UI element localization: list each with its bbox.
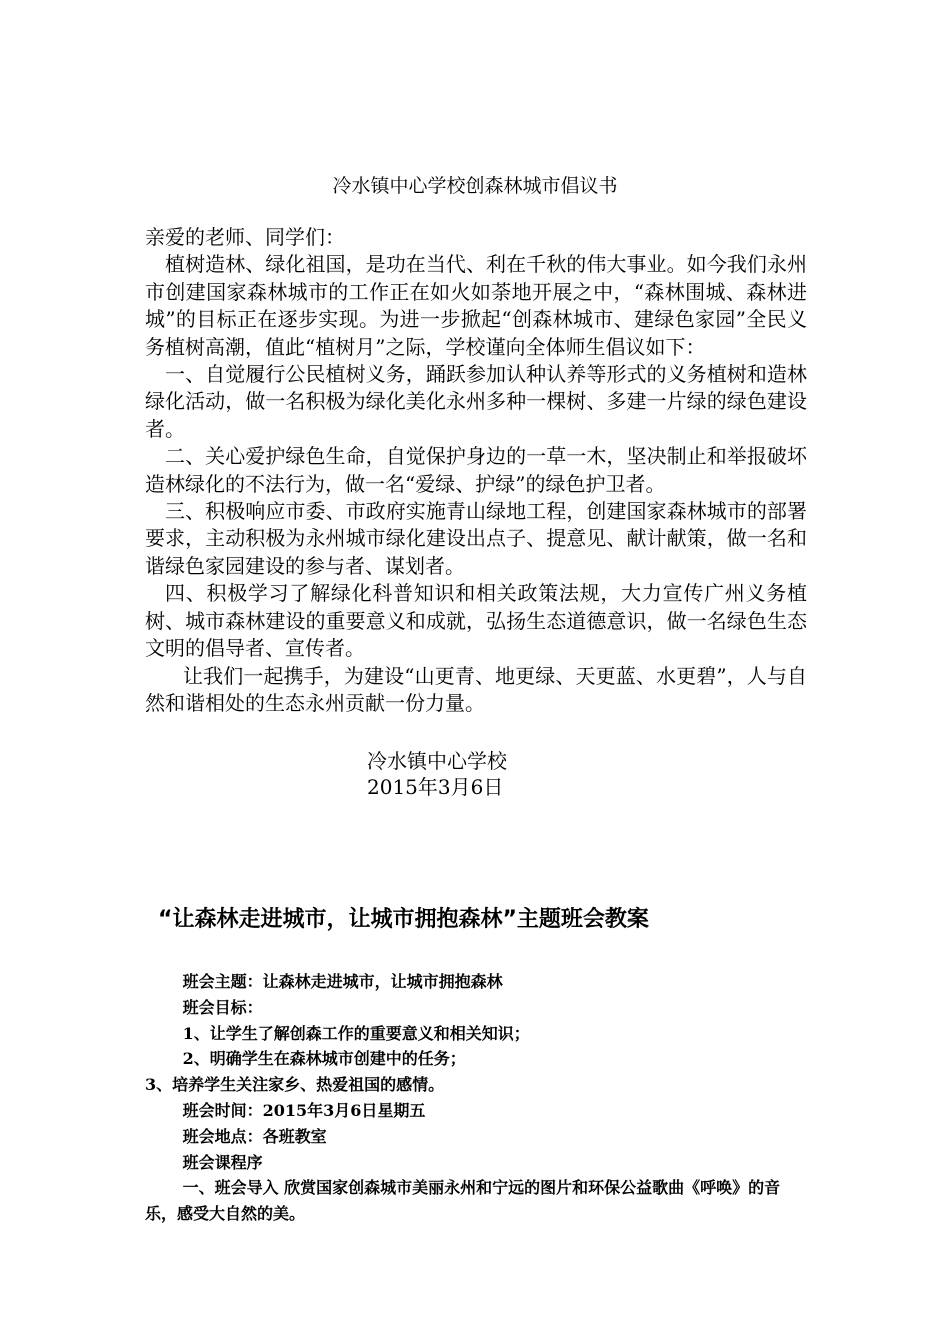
plan-goals-heading: 班会目标： [182, 997, 263, 1017]
paragraph-closing: 让我们一起携手，为建设“山更青、地更绿、天更蓝、水更碧”，人与自然和谐相处的生态永州贡献一份力量。 [145, 663, 807, 715]
plan-procedure-heading: 班会课程序 [182, 1152, 263, 1172]
paragraph-item-4: 四、积极学习了解绿化科普知识和相关政策法规，大力宣传广州义务植树、城市森林建设的重要意义和成就，弘扬生态道德意识，做一名绿色生态文明的倡导者、宣传者。 [145, 581, 807, 661]
plan-goal-3: 3、培养学生关注家乡、热爱祖国的感情。 [145, 1075, 445, 1095]
signature-date: 2015年3月6日 [367, 775, 504, 799]
paragraph-item-2: 二、关心爱护绿色生命，自觉保护身边的一草一木，坚决制止和举报破坏造林绿化的不法行为，做一名“爱绿、护绿”的绿色护卫者。 [145, 444, 807, 496]
plan-step-1: 一、班会导入 欣赏国家创森城市美丽永州和宁远的图片和环保公益歌曲《呼唤》的音乐，感受大自然的美。 [145, 1178, 781, 1224]
lesson-plan-title: “让森林走进城市，让城市拥抱森林”主题班会教案 [158, 907, 649, 932]
signature-school: 冷水镇中心学校 [367, 749, 507, 773]
paragraph-item-3: 三、积极响应市委、市政府实施青山绿地工程，创建国家森林城市的部署要求，主动积极为永州城市绿化建设出点子、提意见、献计献策，做一名和谐绿色家园建设的参与者、谋划者。 [145, 499, 807, 578]
plan-location: 班会地点：各班教室 [182, 1126, 327, 1146]
plan-goal-1: 1、让学生了解创森工作的重要意义和相关知识； [182, 1023, 530, 1043]
paragraph-item-1: 一、自觉履行公民植树义务，踊跃参加认种认养等形式的义务植树和造林绿化活动，做一名积极为绿化美化永州多种一棵树、多建一片绿的绿色建设者。 [145, 362, 807, 441]
proposal-body [145, 224, 807, 717]
plan-time: 班会时间：2015年3月6日星期五 [182, 1100, 426, 1120]
proposal-title: 冷水镇中心学校创森林城市倡议书 [332, 175, 618, 197]
greeting: 亲爱的老师、同学们： [145, 225, 345, 249]
plan-theme: 班会主题：让森林走进城市，让城市拥抱森林 [182, 972, 503, 991]
lesson-plan-body [145, 969, 807, 1227]
paragraph-intro: 植树造林、绿化祖国，是功在当代、利在千秋的伟大事业。如今我们永州市创建国家森林城市的工作正在如火如荼地开展之中，“森林围城、森林进城”的目标正在逐步实现。为进一步掀起“创森林城市、建绿色家园”全民义务植树高潮，值此“植树月”之际，学校谨向全体师生倡议如下： [145, 252, 807, 359]
plan-goal-2: 2、明确学生在森林城市创建中的任务； [182, 1049, 466, 1069]
signature-block [367, 748, 507, 800]
